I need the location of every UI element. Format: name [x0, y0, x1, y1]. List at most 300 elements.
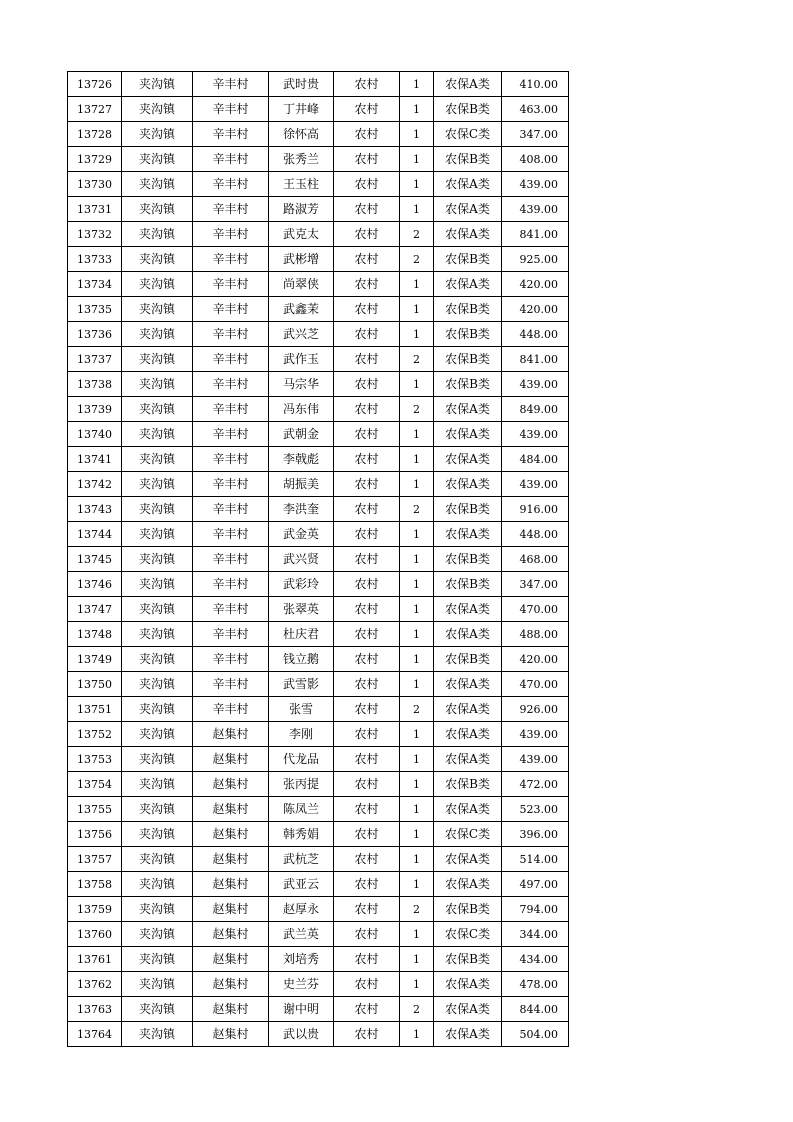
amount-cell: 514.00 [502, 847, 569, 872]
category-cell: 农保B类 [434, 347, 502, 372]
name-cell: 韩秀娟 [269, 822, 334, 847]
amount-cell: 472.00 [502, 772, 569, 797]
town-cell: 夹沟镇 [122, 197, 193, 222]
row-id: 13745 [68, 547, 122, 572]
amount-cell: 439.00 [502, 747, 569, 772]
type-cell: 农村 [334, 497, 400, 522]
village-cell: 赵集村 [193, 822, 269, 847]
table-row [68, 897, 569, 922]
amount-cell: 410.00 [502, 72, 569, 97]
town-cell: 夹沟镇 [122, 847, 193, 872]
count-cell: 1 [400, 422, 434, 447]
table-row [68, 772, 569, 797]
table-row [68, 172, 569, 197]
town-cell: 夹沟镇 [122, 722, 193, 747]
town-cell: 夹沟镇 [122, 772, 193, 797]
village-cell: 辛丰村 [193, 522, 269, 547]
village-cell: 辛丰村 [193, 547, 269, 572]
name-cell: 路淑芳 [269, 197, 334, 222]
village-cell: 赵集村 [193, 972, 269, 997]
name-cell: 尚翠侠 [269, 272, 334, 297]
name-cell: 武杭芝 [269, 847, 334, 872]
name-cell: 胡振美 [269, 472, 334, 497]
category-cell: 农保A类 [434, 422, 502, 447]
count-cell: 1 [400, 622, 434, 647]
amount-cell: 439.00 [502, 372, 569, 397]
table-row [68, 147, 569, 172]
type-cell: 农村 [334, 197, 400, 222]
town-cell: 夹沟镇 [122, 522, 193, 547]
name-cell: 史兰芬 [269, 972, 334, 997]
village-cell: 赵集村 [193, 747, 269, 772]
amount-cell: 926.00 [502, 697, 569, 722]
row-id: 13726 [68, 72, 122, 97]
category-cell: 农保B类 [434, 372, 502, 397]
count-cell: 1 [400, 847, 434, 872]
category-cell: 农保A类 [434, 672, 502, 697]
count-cell: 1 [400, 772, 434, 797]
table-row [68, 72, 569, 97]
amount-cell: 468.00 [502, 547, 569, 572]
type-cell: 农村 [334, 622, 400, 647]
type-cell: 农村 [334, 347, 400, 372]
category-cell: 农保A类 [434, 622, 502, 647]
count-cell: 1 [400, 97, 434, 122]
count-cell: 1 [400, 572, 434, 597]
amount-cell: 408.00 [502, 147, 569, 172]
table-row [68, 597, 569, 622]
category-cell: 农保A类 [434, 697, 502, 722]
table-row [68, 672, 569, 697]
row-id: 13733 [68, 247, 122, 272]
count-cell: 1 [400, 322, 434, 347]
town-cell: 夹沟镇 [122, 147, 193, 172]
amount-cell: 470.00 [502, 597, 569, 622]
village-cell: 辛丰村 [193, 672, 269, 697]
name-cell: 武以贵 [269, 1022, 334, 1047]
name-cell: 谢中明 [269, 997, 334, 1022]
town-cell: 夹沟镇 [122, 822, 193, 847]
type-cell: 农村 [334, 372, 400, 397]
village-cell: 赵集村 [193, 722, 269, 747]
count-cell: 1 [400, 447, 434, 472]
category-cell: 农保B类 [434, 572, 502, 597]
table-row [68, 447, 569, 472]
village-cell: 辛丰村 [193, 497, 269, 522]
row-id: 13754 [68, 772, 122, 797]
amount-cell: 420.00 [502, 647, 569, 672]
category-cell: 农保A类 [434, 597, 502, 622]
village-cell: 辛丰村 [193, 372, 269, 397]
town-cell: 夹沟镇 [122, 697, 193, 722]
table-row [68, 972, 569, 997]
category-cell: 农保A类 [434, 747, 502, 772]
category-cell: 农保C类 [434, 822, 502, 847]
row-id: 13734 [68, 272, 122, 297]
table-row [68, 622, 569, 647]
row-id: 13731 [68, 197, 122, 222]
count-cell: 2 [400, 397, 434, 422]
type-cell: 农村 [334, 647, 400, 672]
table-row [68, 747, 569, 772]
town-cell: 夹沟镇 [122, 422, 193, 447]
count-cell: 1 [400, 597, 434, 622]
type-cell: 农村 [334, 297, 400, 322]
category-cell: 农保A类 [434, 447, 502, 472]
table-row [68, 1022, 569, 1047]
count-cell: 1 [400, 672, 434, 697]
category-cell: 农保B类 [434, 547, 502, 572]
count-cell: 2 [400, 497, 434, 522]
row-id: 13753 [68, 747, 122, 772]
type-cell: 农村 [334, 722, 400, 747]
table-row [68, 697, 569, 722]
row-id: 13758 [68, 872, 122, 897]
category-cell: 农保A类 [434, 197, 502, 222]
type-cell: 农村 [334, 822, 400, 847]
category-cell: 农保B类 [434, 247, 502, 272]
town-cell: 夹沟镇 [122, 747, 193, 772]
table-row [68, 397, 569, 422]
town-cell: 夹沟镇 [122, 222, 193, 247]
row-id: 13746 [68, 572, 122, 597]
category-cell: 农保C类 [434, 922, 502, 947]
table-row [68, 497, 569, 522]
row-id: 13749 [68, 647, 122, 672]
town-cell: 夹沟镇 [122, 947, 193, 972]
town-cell: 夹沟镇 [122, 122, 193, 147]
type-cell: 农村 [334, 747, 400, 772]
category-cell: 农保A类 [434, 997, 502, 1022]
town-cell: 夹沟镇 [122, 297, 193, 322]
amount-cell: 484.00 [502, 447, 569, 472]
amount-cell: 439.00 [502, 172, 569, 197]
town-cell: 夹沟镇 [122, 572, 193, 597]
name-cell: 马宗华 [269, 372, 334, 397]
type-cell: 农村 [334, 222, 400, 247]
count-cell: 1 [400, 522, 434, 547]
category-cell: 农保A类 [434, 1022, 502, 1047]
count-cell: 1 [400, 947, 434, 972]
type-cell: 农村 [334, 422, 400, 447]
name-cell: 冯东伟 [269, 397, 334, 422]
row-id: 13729 [68, 147, 122, 172]
town-cell: 夹沟镇 [122, 172, 193, 197]
name-cell: 赵厚永 [269, 897, 334, 922]
type-cell: 农村 [334, 797, 400, 822]
type-cell: 农村 [334, 272, 400, 297]
row-id: 13727 [68, 97, 122, 122]
count-cell: 2 [400, 997, 434, 1022]
count-cell: 1 [400, 647, 434, 672]
table-row [68, 522, 569, 547]
type-cell: 农村 [334, 847, 400, 872]
village-cell: 辛丰村 [193, 147, 269, 172]
amount-cell: 347.00 [502, 122, 569, 147]
amount-cell: 420.00 [502, 272, 569, 297]
category-cell: 农保A类 [434, 797, 502, 822]
table-row [68, 797, 569, 822]
amount-cell: 439.00 [502, 722, 569, 747]
row-id: 13738 [68, 372, 122, 397]
village-cell: 赵集村 [193, 872, 269, 897]
village-cell: 赵集村 [193, 922, 269, 947]
type-cell: 农村 [334, 147, 400, 172]
village-cell: 辛丰村 [193, 72, 269, 97]
village-cell: 辛丰村 [193, 122, 269, 147]
category-cell: 农保A类 [434, 522, 502, 547]
category-cell: 农保C类 [434, 122, 502, 147]
count-cell: 2 [400, 897, 434, 922]
type-cell: 农村 [334, 897, 400, 922]
type-cell: 农村 [334, 122, 400, 147]
town-cell: 夹沟镇 [122, 997, 193, 1022]
type-cell: 农村 [334, 322, 400, 347]
table-body [68, 72, 569, 1047]
name-cell: 张雪 [269, 697, 334, 722]
name-cell: 李刚 [269, 722, 334, 747]
village-cell: 赵集村 [193, 772, 269, 797]
name-cell: 陈凤兰 [269, 797, 334, 822]
count-cell: 1 [400, 1022, 434, 1047]
row-id: 13764 [68, 1022, 122, 1047]
amount-cell: 523.00 [502, 797, 569, 822]
amount-cell: 434.00 [502, 947, 569, 972]
count-cell: 1 [400, 372, 434, 397]
amount-cell: 849.00 [502, 397, 569, 422]
name-cell: 丁井峰 [269, 97, 334, 122]
amount-cell: 916.00 [502, 497, 569, 522]
village-cell: 辛丰村 [193, 297, 269, 322]
town-cell: 夹沟镇 [122, 272, 193, 297]
name-cell: 代龙品 [269, 747, 334, 772]
table-row [68, 122, 569, 147]
row-id: 13739 [68, 397, 122, 422]
type-cell: 农村 [334, 472, 400, 497]
village-cell: 赵集村 [193, 847, 269, 872]
data-table [67, 71, 569, 1047]
amount-cell: 396.00 [502, 822, 569, 847]
name-cell: 李戟彪 [269, 447, 334, 472]
amount-cell: 347.00 [502, 572, 569, 597]
amount-cell: 439.00 [502, 422, 569, 447]
row-id: 13732 [68, 222, 122, 247]
category-cell: 农保B类 [434, 772, 502, 797]
table-row [68, 572, 569, 597]
town-cell: 夹沟镇 [122, 672, 193, 697]
count-cell: 2 [400, 222, 434, 247]
name-cell: 杜庆君 [269, 622, 334, 647]
amount-cell: 448.00 [502, 522, 569, 547]
village-cell: 辛丰村 [193, 647, 269, 672]
name-cell: 武克太 [269, 222, 334, 247]
count-cell: 1 [400, 72, 434, 97]
village-cell: 赵集村 [193, 947, 269, 972]
village-cell: 辛丰村 [193, 97, 269, 122]
name-cell: 刘培秀 [269, 947, 334, 972]
town-cell: 夹沟镇 [122, 547, 193, 572]
count-cell: 1 [400, 922, 434, 947]
document-page [67, 71, 568, 1047]
table-row [68, 922, 569, 947]
category-cell: 农保B类 [434, 147, 502, 172]
table-row [68, 547, 569, 572]
type-cell: 农村 [334, 247, 400, 272]
town-cell: 夹沟镇 [122, 972, 193, 997]
town-cell: 夹沟镇 [122, 622, 193, 647]
table-row [68, 222, 569, 247]
category-cell: 农保A类 [434, 397, 502, 422]
village-cell: 辛丰村 [193, 197, 269, 222]
town-cell: 夹沟镇 [122, 447, 193, 472]
type-cell: 农村 [334, 572, 400, 597]
amount-cell: 439.00 [502, 197, 569, 222]
table-row [68, 647, 569, 672]
category-cell: 农保B类 [434, 322, 502, 347]
count-cell: 2 [400, 697, 434, 722]
category-cell: 农保A类 [434, 872, 502, 897]
name-cell: 武雪影 [269, 672, 334, 697]
count-cell: 1 [400, 297, 434, 322]
village-cell: 辛丰村 [193, 622, 269, 647]
name-cell: 武彬增 [269, 247, 334, 272]
village-cell: 辛丰村 [193, 172, 269, 197]
amount-cell: 844.00 [502, 997, 569, 1022]
row-id: 13728 [68, 122, 122, 147]
amount-cell: 463.00 [502, 97, 569, 122]
count-cell: 1 [400, 722, 434, 747]
table-row [68, 997, 569, 1022]
category-cell: 农保A类 [434, 222, 502, 247]
name-cell: 武时贵 [269, 72, 334, 97]
type-cell: 农村 [334, 72, 400, 97]
name-cell: 武鑫茉 [269, 297, 334, 322]
name-cell: 武彩玲 [269, 572, 334, 597]
type-cell: 农村 [334, 597, 400, 622]
name-cell: 武朝金 [269, 422, 334, 447]
amount-cell: 344.00 [502, 922, 569, 947]
village-cell: 辛丰村 [193, 697, 269, 722]
category-cell: 农保B类 [434, 497, 502, 522]
name-cell: 武作玉 [269, 347, 334, 372]
row-id: 13736 [68, 322, 122, 347]
town-cell: 夹沟镇 [122, 372, 193, 397]
row-id: 13741 [68, 447, 122, 472]
count-cell: 1 [400, 472, 434, 497]
type-cell: 农村 [334, 697, 400, 722]
table-row [68, 197, 569, 222]
amount-cell: 841.00 [502, 347, 569, 372]
village-cell: 辛丰村 [193, 322, 269, 347]
row-id: 13763 [68, 997, 122, 1022]
town-cell: 夹沟镇 [122, 497, 193, 522]
amount-cell: 488.00 [502, 622, 569, 647]
row-id: 13752 [68, 722, 122, 747]
village-cell: 辛丰村 [193, 472, 269, 497]
village-cell: 辛丰村 [193, 247, 269, 272]
row-id: 13750 [68, 672, 122, 697]
table-row [68, 422, 569, 447]
amount-cell: 504.00 [502, 1022, 569, 1047]
type-cell: 农村 [334, 522, 400, 547]
row-id: 13744 [68, 522, 122, 547]
type-cell: 农村 [334, 1022, 400, 1047]
village-cell: 辛丰村 [193, 397, 269, 422]
amount-cell: 925.00 [502, 247, 569, 272]
type-cell: 农村 [334, 397, 400, 422]
village-cell: 辛丰村 [193, 272, 269, 297]
table-row [68, 322, 569, 347]
row-id: 13759 [68, 897, 122, 922]
category-cell: 农保B类 [434, 647, 502, 672]
table-row [68, 347, 569, 372]
table-row [68, 372, 569, 397]
row-id: 13762 [68, 972, 122, 997]
name-cell: 武兴芝 [269, 322, 334, 347]
row-id: 13757 [68, 847, 122, 872]
town-cell: 夹沟镇 [122, 647, 193, 672]
category-cell: 农保A类 [434, 72, 502, 97]
row-id: 13755 [68, 797, 122, 822]
table-row [68, 947, 569, 972]
count-cell: 1 [400, 797, 434, 822]
category-cell: 农保A类 [434, 272, 502, 297]
name-cell: 徐怀高 [269, 122, 334, 147]
town-cell: 夹沟镇 [122, 472, 193, 497]
category-cell: 农保B类 [434, 97, 502, 122]
row-id: 13748 [68, 622, 122, 647]
name-cell: 李洪奎 [269, 497, 334, 522]
amount-cell: 448.00 [502, 322, 569, 347]
village-cell: 赵集村 [193, 797, 269, 822]
type-cell: 农村 [334, 172, 400, 197]
town-cell: 夹沟镇 [122, 97, 193, 122]
village-cell: 辛丰村 [193, 597, 269, 622]
count-cell: 1 [400, 822, 434, 847]
name-cell: 武兴贤 [269, 547, 334, 572]
type-cell: 农村 [334, 547, 400, 572]
town-cell: 夹沟镇 [122, 597, 193, 622]
name-cell: 武金英 [269, 522, 334, 547]
row-id: 13735 [68, 297, 122, 322]
amount-cell: 497.00 [502, 872, 569, 897]
count-cell: 2 [400, 347, 434, 372]
type-cell: 农村 [334, 972, 400, 997]
count-cell: 1 [400, 172, 434, 197]
row-id: 13760 [68, 922, 122, 947]
town-cell: 夹沟镇 [122, 922, 193, 947]
count-cell: 1 [400, 197, 434, 222]
amount-cell: 420.00 [502, 297, 569, 322]
table-row [68, 822, 569, 847]
row-id: 13743 [68, 497, 122, 522]
name-cell: 张秀兰 [269, 147, 334, 172]
category-cell: 农保A类 [434, 972, 502, 997]
row-id: 13737 [68, 347, 122, 372]
table-row [68, 97, 569, 122]
name-cell: 钱立鹅 [269, 647, 334, 672]
amount-cell: 841.00 [502, 222, 569, 247]
count-cell: 1 [400, 547, 434, 572]
town-cell: 夹沟镇 [122, 1022, 193, 1047]
town-cell: 夹沟镇 [122, 897, 193, 922]
village-cell: 辛丰村 [193, 222, 269, 247]
village-cell: 赵集村 [193, 897, 269, 922]
count-cell: 1 [400, 272, 434, 297]
row-id: 13761 [68, 947, 122, 972]
town-cell: 夹沟镇 [122, 247, 193, 272]
category-cell: 农保A类 [434, 172, 502, 197]
